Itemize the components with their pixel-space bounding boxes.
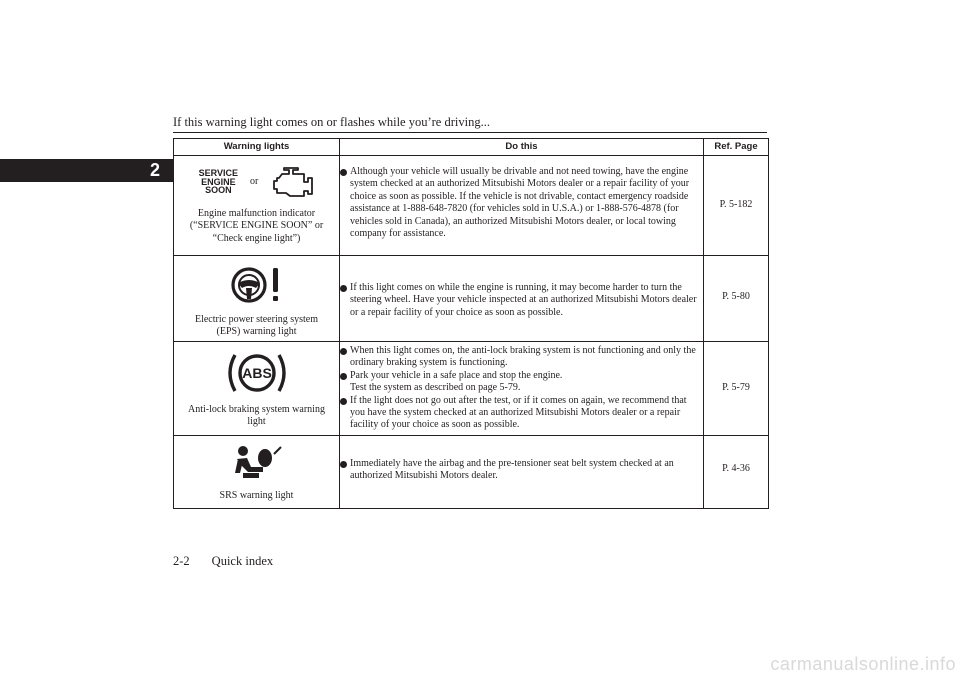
warning-light-name: Anti-lock braking system warning light: [188, 404, 325, 428]
ref-page: P. 4-36: [722, 463, 750, 474]
abs-icon-label: ABS: [241, 365, 272, 381]
page-footer: [173, 554, 273, 569]
table-row: [174, 156, 769, 256]
ref-page-cell: [704, 256, 769, 342]
ref-page: P. 5-79: [722, 382, 750, 393]
ref-page: P. 5-182: [719, 199, 753, 210]
column-header-ref-page: Ref. Page: [704, 139, 769, 156]
table-row: [174, 436, 769, 509]
column-header-warning-lights: Warning lights: [174, 139, 340, 156]
action-cell: [340, 256, 704, 342]
action-item: If this light comes on while the engine is running, it may become harder to turn the steering wheel. Have your vehicle inspected at an authorized Mitsubishi Motors dealer or a repair facility of your choice as soon as possible.: [340, 282, 703, 319]
warning-light-name: Engine malfunction indicator (“SERVICE ENGINE SOON” or “Check engine light”): [189, 208, 324, 244]
steering-warning-icon: [229, 265, 285, 305]
icon-separator: or: [250, 175, 259, 187]
warning-light-cell: [174, 436, 340, 509]
warning-light-name: Electric power steering system (EPS) warning light: [194, 314, 318, 338]
heading-rule: [173, 132, 767, 133]
section-tab-number: 2: [150, 160, 161, 180]
action-cell: [340, 436, 704, 509]
action-item: If the light does not go out after the test, or if it comes on again, we recommend that you have the system checked at an authorized Mitsubishi Motors dealer or a repair facility of your choice as soon as possible.: [340, 395, 703, 432]
section-tab: [0, 159, 173, 182]
watermark: carmanualsonline.info: [770, 654, 956, 674]
action-item: Park your vehicle in a safe place and stop the engine. Test the system as described on page 5-79.: [340, 370, 703, 395]
column-header-do-this: Do this: [340, 139, 704, 156]
action-cell: [340, 342, 704, 436]
ref-page: P. 5-80: [722, 291, 750, 302]
action-item: Although your vehicle will usually be drivable and not need towing, have the engine system checked at an authorized Mitsubishi Motors dealer or a repair facility of your choice as soon as possible. If the vehicle is not drivable, contact emergency roadside assistance at 1-888-648-7820 (for vehicles sold in U.S.A.) or 1-888-576-4878 (for vehicles sold in Canada), an authorized Mitsubishi Motors dealer, or local towing company for assistance.: [340, 166, 703, 240]
warning-light-cell: [174, 156, 340, 256]
service-engine-soon-icon: SERVICE ENGINE SOON: [198, 168, 238, 196]
ref-page-cell: [704, 436, 769, 509]
action-item: Immediately have the airbag and the pre-tensioner seat belt system checked at an authorized Mitsubishi Motors dealer.: [340, 458, 703, 483]
warning-light-cell: [174, 256, 340, 342]
abs-icon: [227, 352, 287, 394]
page-number: 2-2: [173, 554, 190, 568]
table-header-row: [174, 139, 769, 156]
warning-light-name: SRS warning light: [219, 490, 294, 501]
table-row: [174, 342, 769, 436]
srs-airbag-icon: [229, 443, 285, 483]
action-cell: [340, 156, 704, 256]
page-heading: If this warning light comes on or flashes while you’re driving...: [173, 115, 490, 129]
ref-page-cell: [704, 156, 769, 256]
warning-light-cell: [174, 342, 340, 436]
section-name: Quick index: [211, 554, 274, 568]
ref-page-cell: [704, 342, 769, 436]
action-note: Test the system as described on page 5-79.: [350, 382, 521, 394]
check-engine-icon: [270, 167, 314, 197]
warning-lights-table: [173, 138, 769, 509]
table-row: [174, 256, 769, 342]
action-item: When this light comes on, the anti-lock braking system is not functioning and only the ordinary braking system is functioning.: [340, 345, 703, 370]
